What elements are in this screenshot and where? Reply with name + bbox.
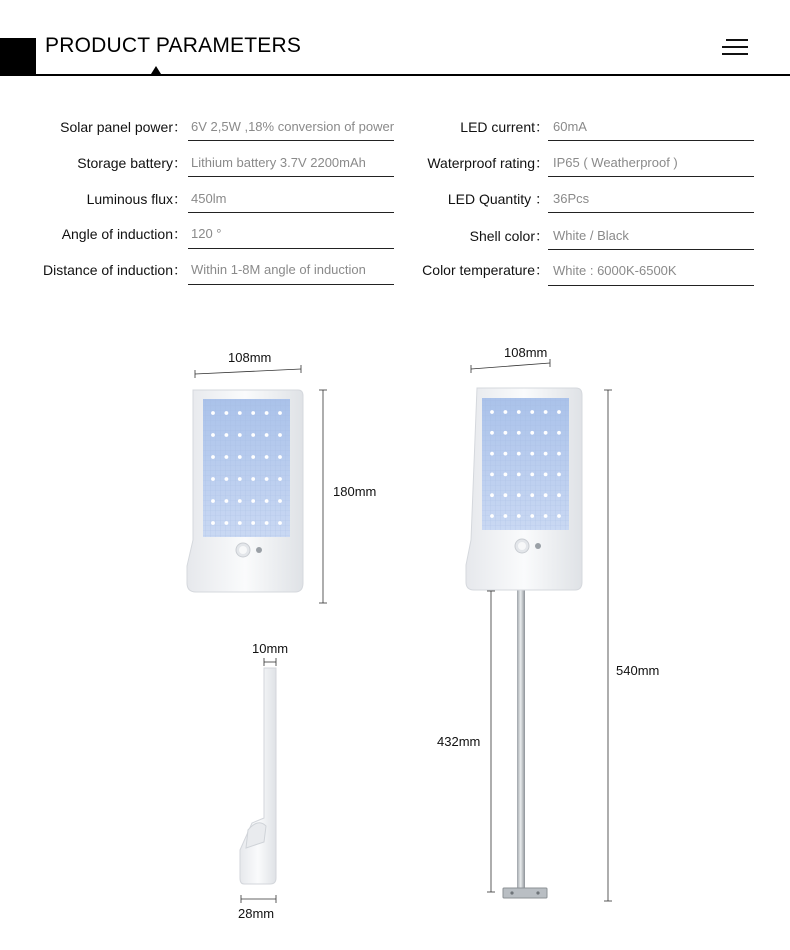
param-value: IP65 ( Weatherproof ): [553, 155, 678, 170]
led-dot: [557, 514, 561, 518]
param-label: Distance of induction：: [43, 262, 187, 278]
param-label: Color temperature：: [422, 262, 549, 278]
led-dot: [225, 477, 229, 481]
led-dot: [544, 431, 548, 435]
side-view-lamp: [240, 668, 276, 884]
param-value: 450lm: [191, 191, 227, 206]
led-dot: [211, 499, 215, 503]
pole-height-label: 432mm: [437, 734, 481, 749]
led-dot: [517, 473, 521, 477]
led-dot: [265, 477, 269, 481]
led-dot: [251, 455, 255, 459]
led-dot: [490, 473, 494, 477]
led-dot: [211, 433, 215, 437]
param-label: LED current：: [460, 119, 549, 135]
param-value: Within 1-8M angle of induction: [191, 262, 366, 277]
led-dot: [517, 452, 521, 456]
param-label: Storage battery：: [77, 155, 187, 171]
led-dot: [278, 433, 282, 437]
led-dot: [557, 493, 561, 497]
led-dot: [265, 433, 269, 437]
led-dot: [278, 411, 282, 415]
led-dot: [517, 514, 521, 518]
led-dot: [504, 431, 508, 435]
led-dot: [278, 521, 282, 525]
param-label: Shell color：: [469, 228, 549, 244]
led-dot: [251, 499, 255, 503]
led-dot: [225, 411, 229, 415]
led-dot: [265, 499, 269, 503]
led-dot: [530, 514, 534, 518]
led-dot: [211, 521, 215, 525]
led-dot: [238, 477, 242, 481]
led-dot: [251, 433, 255, 437]
led-dot: [490, 410, 494, 414]
led-dot: [238, 433, 242, 437]
led-dot: [238, 521, 242, 525]
led-dot: [504, 514, 508, 518]
led-dot: [265, 521, 269, 525]
led-dot: [504, 473, 508, 477]
led-dot: [517, 431, 521, 435]
total-height-label: 540mm: [616, 663, 660, 678]
led-dot: [557, 473, 561, 477]
led-dot: [544, 410, 548, 414]
side-bottom-label: 28mm: [238, 906, 275, 921]
led-dot: [211, 455, 215, 459]
pole-mounted-lamp: [466, 388, 582, 898]
led-dot: [504, 452, 508, 456]
front-height-label: 180mm: [333, 484, 377, 499]
led-dot: [278, 455, 282, 459]
param-label: LED Quantity ：: [447, 191, 549, 207]
led-dot: [238, 455, 242, 459]
led-dot: [251, 521, 255, 525]
param-value: White : 6000K-6500K: [553, 263, 677, 278]
front-width-label: 108mm: [228, 350, 272, 365]
led-dot: [504, 493, 508, 497]
led-dot: [278, 499, 282, 503]
led-dot: [251, 477, 255, 481]
led-dot: [530, 452, 534, 456]
led-dot: [225, 499, 229, 503]
led-dot: [530, 431, 534, 435]
led-dot: [211, 411, 215, 415]
param-label: Luminous flux：: [86, 191, 187, 207]
param-value: 120 °: [191, 226, 222, 241]
led-dot: [544, 452, 548, 456]
led-dot: [225, 455, 229, 459]
led-dot: [490, 431, 494, 435]
led-dot: [517, 410, 521, 414]
led-dot: [490, 452, 494, 456]
param-label: Solar panel power：: [60, 119, 187, 135]
param-value: 60mA: [553, 119, 587, 134]
param-value: 6V 2,5W ,18% conversion of power: [191, 119, 395, 134]
led-dot: [238, 499, 242, 503]
led-dot: [530, 410, 534, 414]
led-dot: [251, 411, 255, 415]
led-dot: [544, 514, 548, 518]
led-dot: [557, 410, 561, 414]
led-dot: [211, 477, 215, 481]
front-view-lamp: [187, 390, 303, 592]
side-top-label: 10mm: [252, 641, 289, 656]
param-label: Angle of induction：: [61, 226, 187, 242]
led-dot: [225, 433, 229, 437]
param-value: Lithium battery 3.7V 2200mAh: [191, 155, 366, 170]
led-dot: [504, 410, 508, 414]
led-dot: [530, 493, 534, 497]
param-value: 36Pcs: [553, 191, 590, 206]
led-dot: [544, 493, 548, 497]
led-dot: [225, 521, 229, 525]
led-dot: [490, 493, 494, 497]
param-value: White / Black: [553, 228, 629, 243]
led-dot: [265, 455, 269, 459]
page-title: PRODUCT PARAMETERS: [45, 34, 302, 57]
led-dot: [557, 452, 561, 456]
led-dot: [238, 411, 242, 415]
led-dot: [530, 473, 534, 477]
pole-width-label: 108mm: [504, 345, 548, 360]
led-dot: [517, 493, 521, 497]
param-label: Waterproof rating：: [427, 155, 549, 171]
led-dot: [544, 473, 548, 477]
led-dot: [265, 411, 269, 415]
led-dot: [278, 477, 282, 481]
led-dot: [490, 514, 494, 518]
led-dot: [557, 431, 561, 435]
